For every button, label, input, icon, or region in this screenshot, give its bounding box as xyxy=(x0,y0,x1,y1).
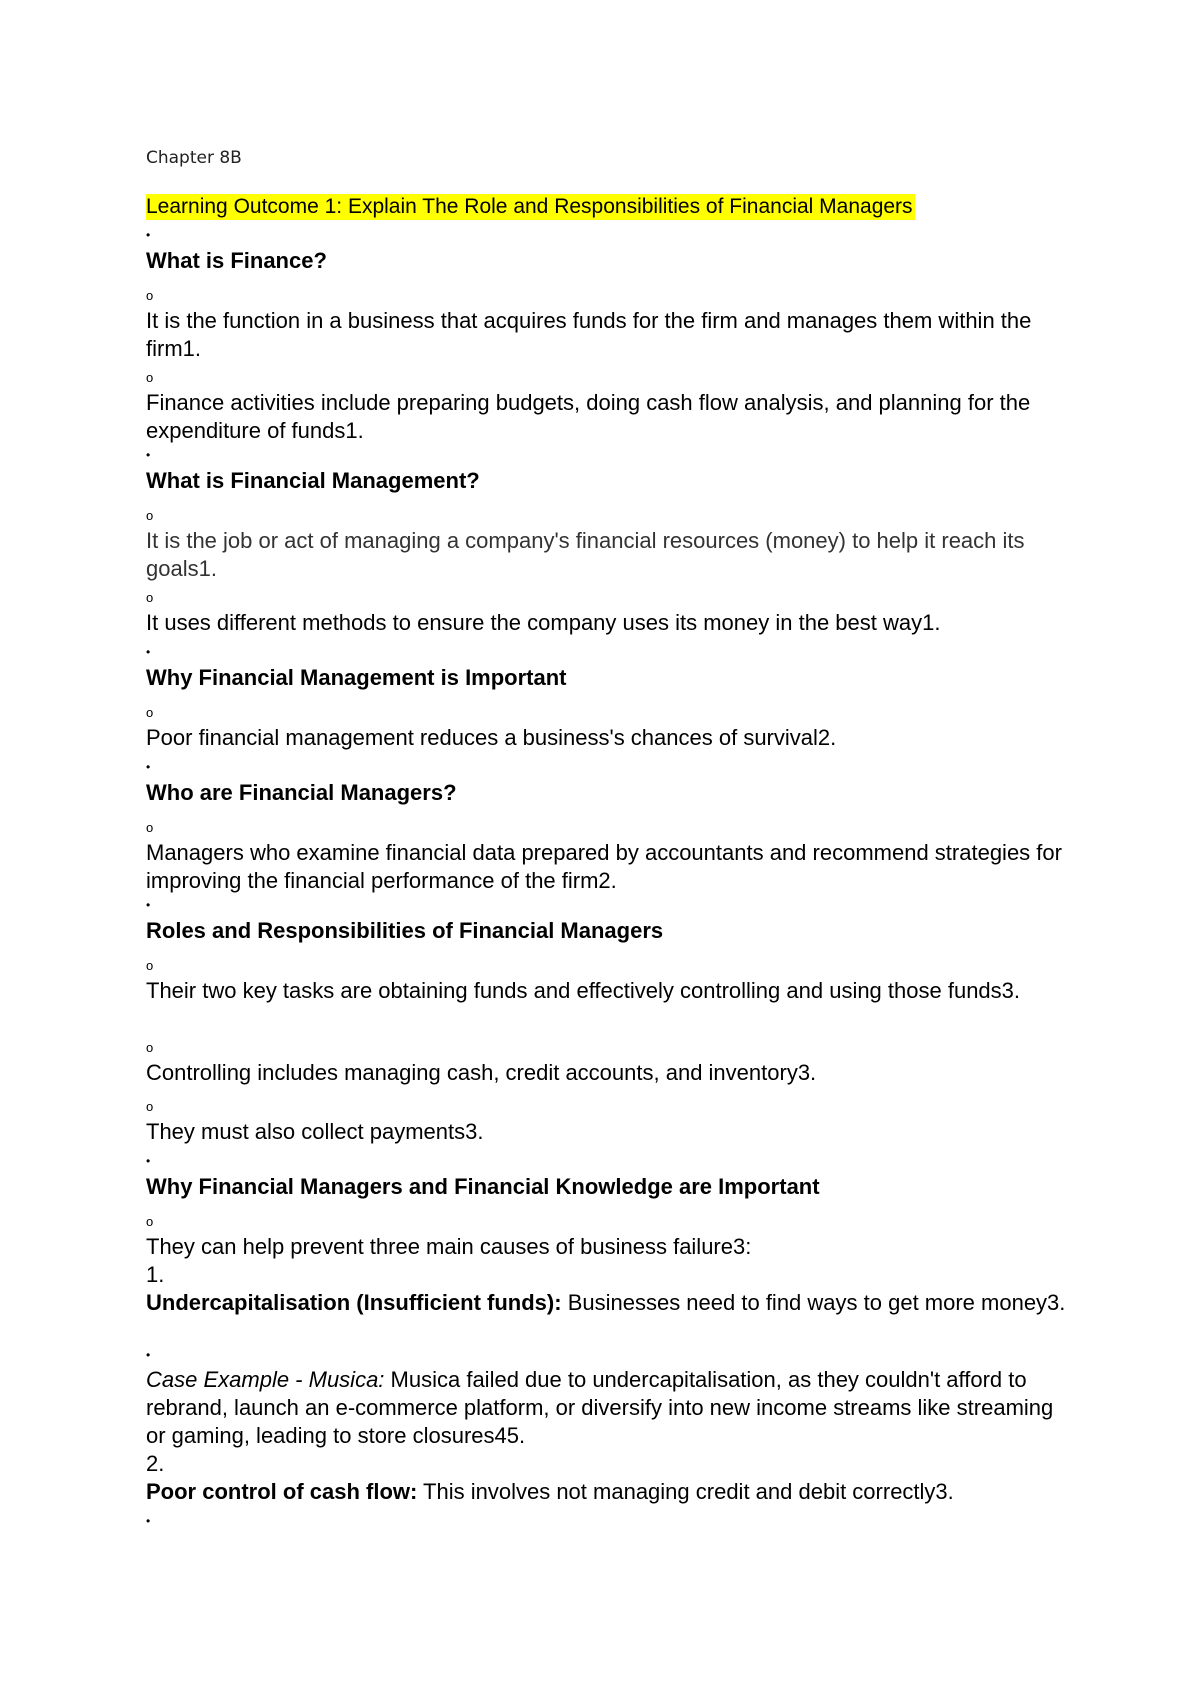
list-number-2: 2. xyxy=(146,1451,165,1476)
document-body xyxy=(146,224,1066,1532)
bullet-marker: • xyxy=(146,1514,151,1528)
bullet-marker: • xyxy=(146,645,151,659)
list-item-2-term: Poor control of cash flow: xyxy=(146,1479,418,1504)
bullet-marker: • xyxy=(146,898,151,912)
sub-bullet-marker: o xyxy=(146,288,154,303)
heading-who-are-fm: Who are Financial Managers? xyxy=(146,780,457,805)
chapter-label: Chapter 8B xyxy=(146,148,242,168)
sub-bullet-marker: o xyxy=(146,820,154,835)
sub-bullet-marker: o xyxy=(146,590,154,605)
fin-mgmt-paragraph-1: It is the job or act of managing a company's financial resources (money) to help it reach its goals1. xyxy=(146,528,1025,581)
heading-financial-management: What is Financial Management? xyxy=(146,468,480,493)
heading-why-knowledge-important: Why Financial Managers and Financial Knowledge are Important xyxy=(146,1174,820,1199)
bullet-marker: • xyxy=(146,448,151,462)
sub-bullet-marker: o xyxy=(146,705,154,720)
case-example-paragraph xyxy=(146,1366,1066,1450)
finance-paragraph-2: Finance activities include preparing budgets, doing cash flow analysis, and planning for the expenditure of funds1. xyxy=(146,390,1031,443)
sub-bullet-marker: o xyxy=(146,1214,154,1229)
roles-paragraph-1: Their two key tasks are obtaining funds and effectively controlling and using those funds3. xyxy=(146,978,1021,1003)
case-example-text: Musica failed due to undercapitalisation, as they couldn't afford to rebrand, launch an e-commerce platform, or diversify into new income streams like streaming or gaming, leading to store closures45. xyxy=(146,1367,1054,1448)
case-example-label: Case Example - Musica: xyxy=(146,1367,385,1392)
fin-mgmt-paragraph-2: It uses different methods to ensure the company uses its money in the best way1. xyxy=(146,610,941,635)
list-number-1: 1. xyxy=(146,1262,165,1287)
bullet-marker: • xyxy=(146,1348,151,1362)
bullet-marker: • xyxy=(146,760,151,774)
why-fm-paragraph-1: Poor financial management reduces a business's chances of survival2. xyxy=(146,725,837,750)
who-fm-paragraph-1: Managers who examine financial data prepared by accountants and recommend strategies for improving the financial performance of the firm2. xyxy=(146,840,1062,893)
bullet-marker: • xyxy=(146,1154,151,1168)
roles-paragraph-2: Controlling includes managing cash, credit accounts, and inventory3. xyxy=(146,1060,817,1085)
why-knowledge-paragraph-1: They can help prevent three main causes of business failure3: xyxy=(146,1234,752,1259)
heading-why-fm-important: Why Financial Management is Important xyxy=(146,665,567,690)
list-item-2 xyxy=(146,1478,1066,1510)
roles-paragraph-3: They must also collect payments3. xyxy=(146,1119,484,1144)
list-item-1-text: Businesses need to find ways to get more money3. xyxy=(561,1290,1066,1315)
heading-what-is-finance: What is Finance? xyxy=(146,248,327,273)
sub-bullet-marker: o xyxy=(146,370,154,385)
heading-roles-responsibilities: Roles and Responsibilities of Financial Managers xyxy=(146,918,664,943)
list-item-1 xyxy=(146,1289,1066,1344)
finance-paragraph-1: It is the function in a business that acquires funds for the firm and manages them within the firm1. xyxy=(146,308,1032,361)
sub-bullet-marker: o xyxy=(146,1099,154,1114)
list-item-1-term: Undercapitalisation (Insufficient funds): xyxy=(146,1290,562,1315)
bullet-marker: • xyxy=(146,228,151,242)
learning-outcome-highlight: Learning Outcome 1: Explain The Role and Responsibilities of Financial Managers xyxy=(146,195,913,218)
sub-bullet-marker: o xyxy=(146,508,154,523)
sub-bullet-marker: o xyxy=(146,958,154,973)
sub-bullet-marker: o xyxy=(146,1040,154,1055)
list-item-2-text: This involves not managing credit and debit correctly3. xyxy=(417,1479,954,1504)
